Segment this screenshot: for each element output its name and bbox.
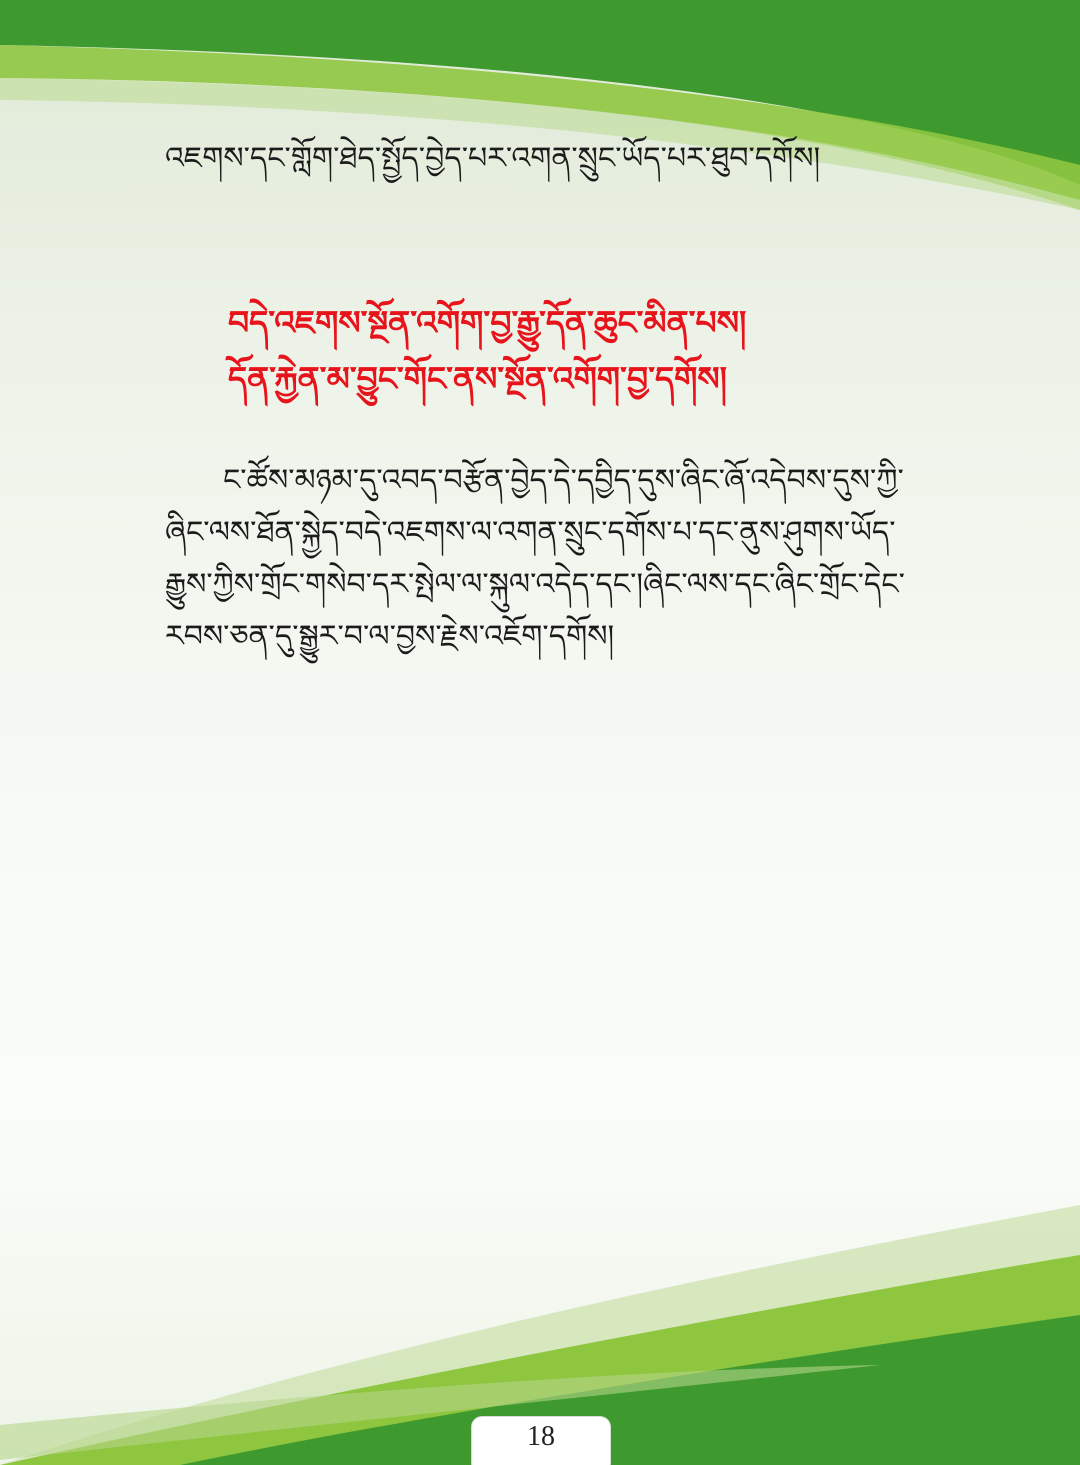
page-number: 18 — [527, 1421, 555, 1452]
paragraph-intro: འཇགས་དང་གློག་ཐེད་སྤྱོད་བྱེད་པར་འགན་སྲུང་ཡོད་པར་ཐུབ་དགོས། — [165, 141, 821, 176]
paragraph-body — [165, 455, 925, 663]
slogan-line-2: དོན་རྐྱེན་མ་བྱུང་གོང་ནས་སྔོན་འགོག་བྱ་དགོས། — [228, 359, 727, 398]
slogan-line-1: བདེ་འཇགས་སྔོན་འགོག་བྱ་རྒྱུ་དོན་ཆུང་མིན་པས། — [228, 303, 747, 342]
slogan — [228, 295, 928, 407]
paragraph-body-text: ང་ཚོས་མཉམ་དུ་འབད་བརྩོན་བྱེད་དེ་དབྱིད་དུས་ཞིང་ཞོ་འདེབས་དུས་ཀྱི་ཞིང་ལས་ཐོན་སྐྱེད་བདེ་འཇགས་ལ་འགན་སྲུང་དགོས་པ་དང་ནུས་ཤུགས་ཡོད་རྒྱུས་ཀྱིས་གྲོང་གསེབ་དར་སྤེལ་ལ་སྐུལ་འདེད་དང་།ཞིང་ལས་དང་ཞིང་གྲོང་དེང་རབས་ཅན་དུ་སྒྱུར་བ་ལ་བྱས་རྗེས་འཇོག་དགོས། — [165, 463, 905, 654]
